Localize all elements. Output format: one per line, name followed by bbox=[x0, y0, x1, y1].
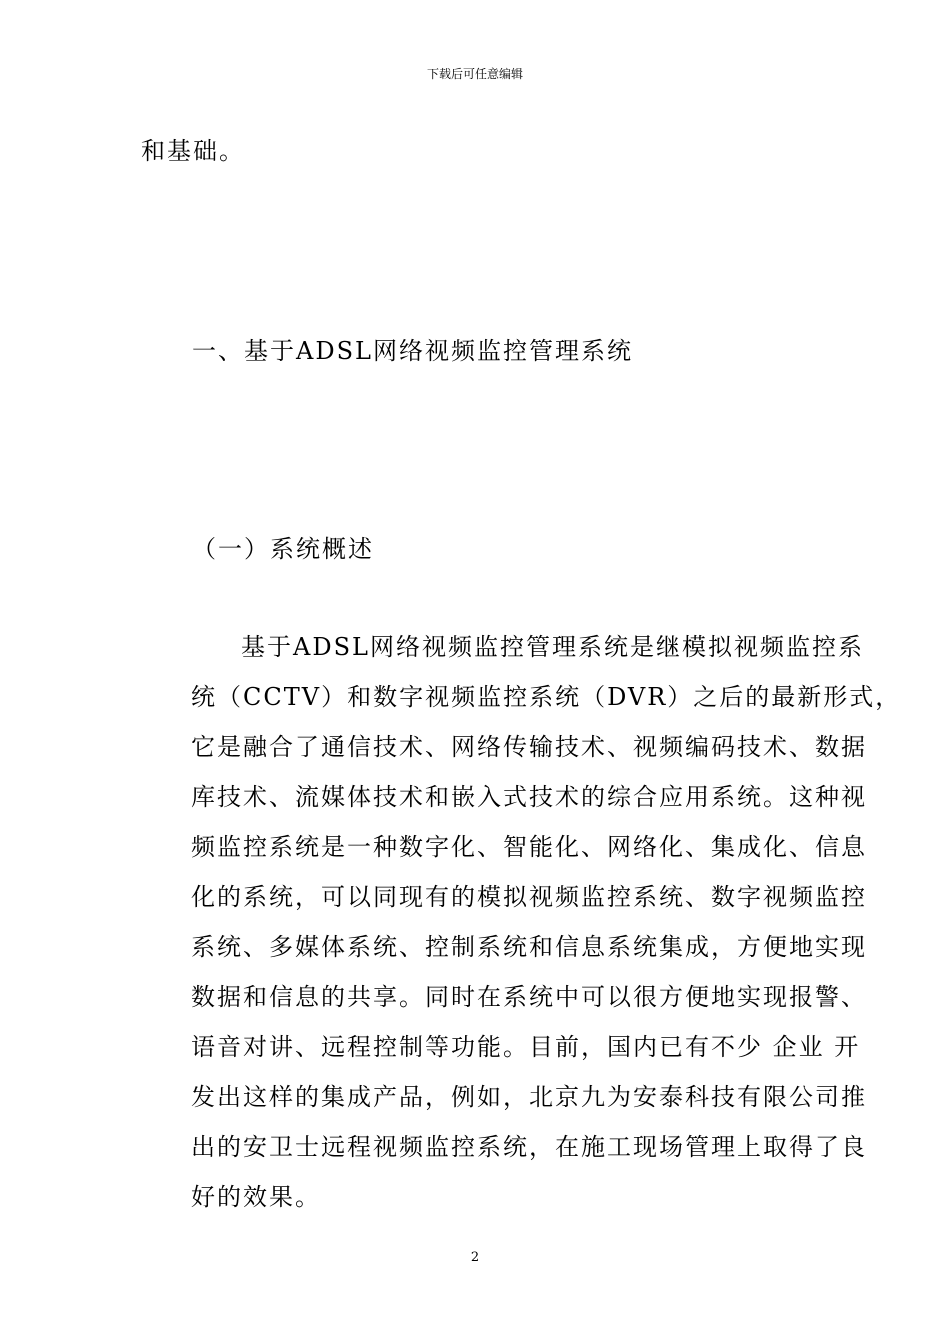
body-paragraph bbox=[141, 622, 902, 1222]
section-heading: 一、基于ADSL网络视频监控管理系统 bbox=[192, 337, 633, 365]
paragraph-line: 化的系统，可以同现有的模拟视频监控系统、数字视频监控 bbox=[191, 883, 867, 911]
paragraph-line: 库技术、流媒体技术和嵌入式技术的综合应用系统。这种视 bbox=[191, 783, 867, 811]
paragraph-line: 基于ADSL网络视频监控管理系统是继模拟视频监控系 bbox=[241, 633, 864, 661]
paragraph-line: 系统、多媒体系统、控制系统和信息系统集成，方便地实现 bbox=[191, 933, 867, 961]
paragraph-fragment: 和基础。 bbox=[141, 137, 245, 165]
paragraph-line: 出的安卫士远程视频监控系统，在施工现场管理上取得了良 bbox=[191, 1133, 867, 1161]
paragraph-line: 频监控系统是一种数字化、智能化、网络化、集成化、信息 bbox=[191, 833, 867, 861]
paragraph-line: 好的效果。 bbox=[191, 1183, 321, 1211]
paragraph-line: 发出这样的集成产品，例如，北京九为安泰科技有限公司推 bbox=[191, 1083, 867, 1111]
paragraph-line: 统（CCTV）和数字视频监控系统（DVR）之后的最新形式， bbox=[191, 683, 902, 711]
paragraph-line: 语音对讲、远程控制等功能。目前，国内已有不少 企业 开 bbox=[191, 1033, 861, 1061]
page-header: 下载后可任意编辑 bbox=[426, 67, 523, 81]
subsection-heading: （一）系统概述 bbox=[192, 535, 374, 563]
paragraph-line: 它是融合了通信技术、网络传输技术、视频编码技术、数据 bbox=[191, 733, 867, 761]
paragraph-line: 数据和信息的共享。同时在系统中可以很方便地实现报警、 bbox=[191, 983, 867, 1011]
page-number: 2 bbox=[470, 1250, 480, 1265]
